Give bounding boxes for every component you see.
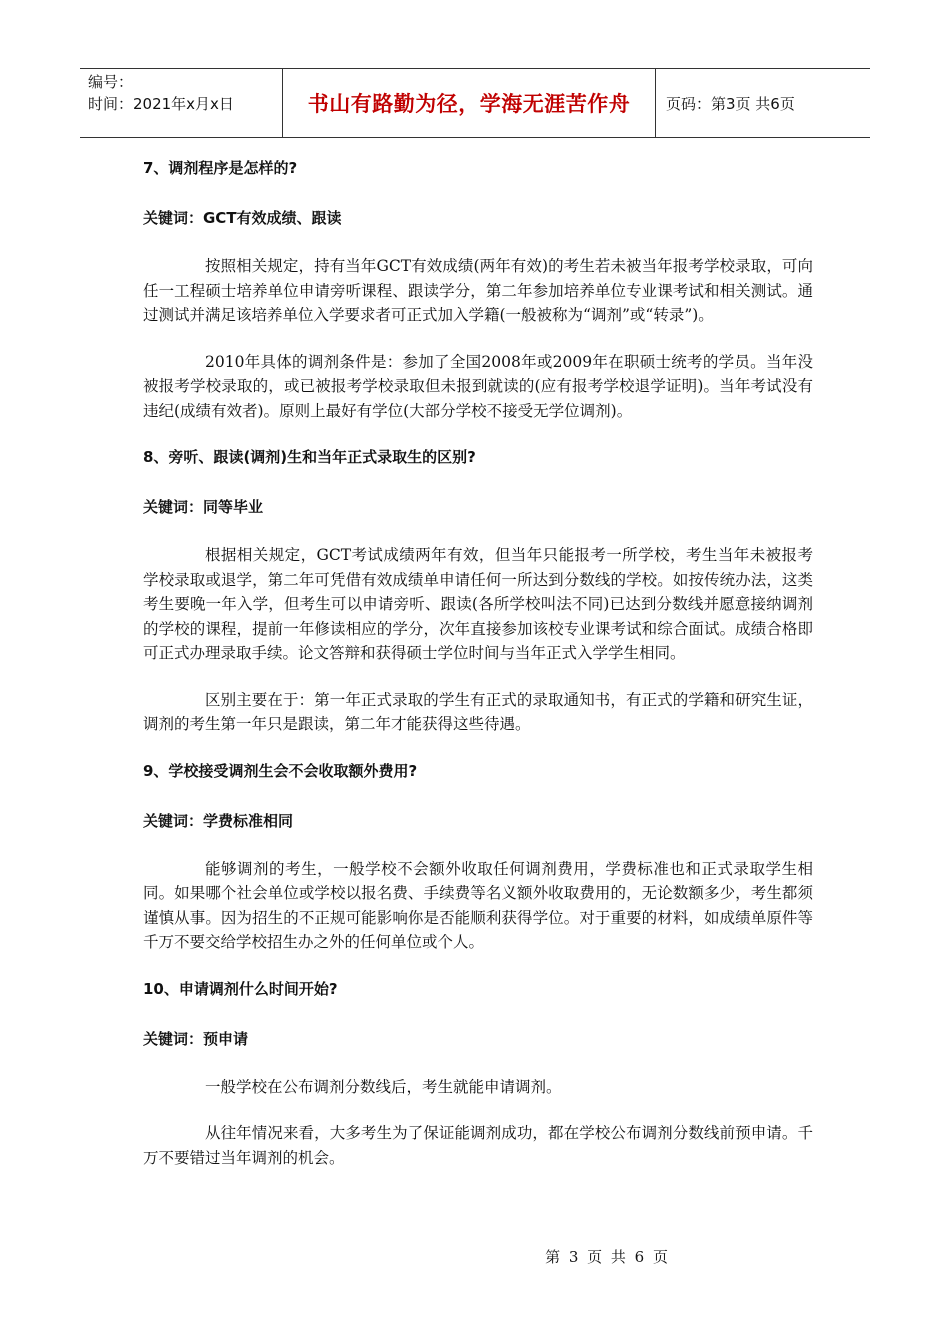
header-meta: [80, 69, 282, 137]
section-paragraph: 根据相关规定，GCT考试成绩两年有效，但当年只能报考一所学校，考生当年未被报考学校录取或退学，第二年可凭借有效成绩单申请任何一所达到分数线的学校。如按传统办法，这类考生要晚一年入学，但考生可以申请旁听、跟读(各所学校叫法不同)已达到分数线并愿意接纳调剂的学校的课程，提前一年修读相应的学分，次年直接参加该校专业课考试和综合面试。成绩合格即可正式办理录取手续。论文答辩和获得硕士学位时间与当年正式入学学生相同。: [143, 546, 813, 662]
section-keyword: 关键词：学费标准相同: [143, 811, 294, 830]
header-motto: 书山有路勤为径，学海无涯苦作舟: [282, 69, 656, 137]
section-question: 9、学校接受调剂生会不会收取额外费用?: [143, 761, 418, 780]
doc-time-label: 时间：2021年x月x日: [88, 95, 234, 113]
section-question: 8、旁听、跟读(调剂)生和当年正式录取生的区别?: [143, 448, 476, 466]
section-keyword: 关键词：GCT有效成绩、跟读: [143, 209, 342, 227]
section-paragraph: 能够调剂的考生，一般学校不会额外收取任何调剂费用，学费标准也和正式录取学生相同。如果哪个社会单位或学校以报名费、手续费等名义额外收取费用的，无论数额多少，考生都须谨慎从事。因为招生的不正规可能影响你是否能顺利获得学位。对于重要的材料，如成绩单原件等千万不要交给学校招生办之外的任何单位或个人。: [143, 859, 813, 951]
section-paragraph: 从往年情况来看，大多考生为了保证能调剂成功，都在学校公布调剂分数线前预申请。千万不要错过当年调剂的机会。: [143, 1124, 813, 1167]
section-question: 7、调剂程序是怎样的?: [143, 159, 298, 177]
page-footer: 第 3 页 共 6 页: [545, 1248, 670, 1266]
document-body: [143, 156, 813, 1170]
doc-number-label: 编号：: [88, 73, 134, 91]
page-header: [80, 68, 870, 138]
section-paragraph: 按照相关规定，持有当年GCT有效成绩(两年有效)的考生若未被当年报考学校录取，可向任一工程硕士培养单位申请旁听课程、跟读学分，第二年参加培养单位专业课考试和相关测试。通过测试并满足该培养单位入学要求者可正式加入学籍(一般被称为“调剂”或“转录”)。: [143, 257, 813, 324]
section-keyword: 关键词：预申请: [143, 1029, 249, 1048]
section-paragraph: 一般学校在公布调剂分数线后，考生就能申请调剂。: [205, 1077, 562, 1096]
section-question: 10、申请调剂什么时间开始?: [143, 979, 338, 998]
section-paragraph: 区别主要在于：第一年正式录取的学生有正式的录取通知书，有正式的学籍和研究生证，调剂的考生第一年只是跟读，第二年才能获得这些待遇。: [143, 690, 813, 733]
section-keyword: 关键词：同等毕业: [143, 498, 264, 516]
header-page-label: 页码：第3页 共6页: [666, 94, 795, 113]
section-paragraph: 2010年具体的调剂条件是：参加了全国2008年或2009年在职硕士统考的学员。当年没被报考学校录取的，或已被报考学校录取但未报到就读的(应有报考学校退学证明)。当年考试没有违纪(成绩有效者)。原则上最好有学位(大部分学校不接受无学位调剂)。: [143, 352, 813, 420]
